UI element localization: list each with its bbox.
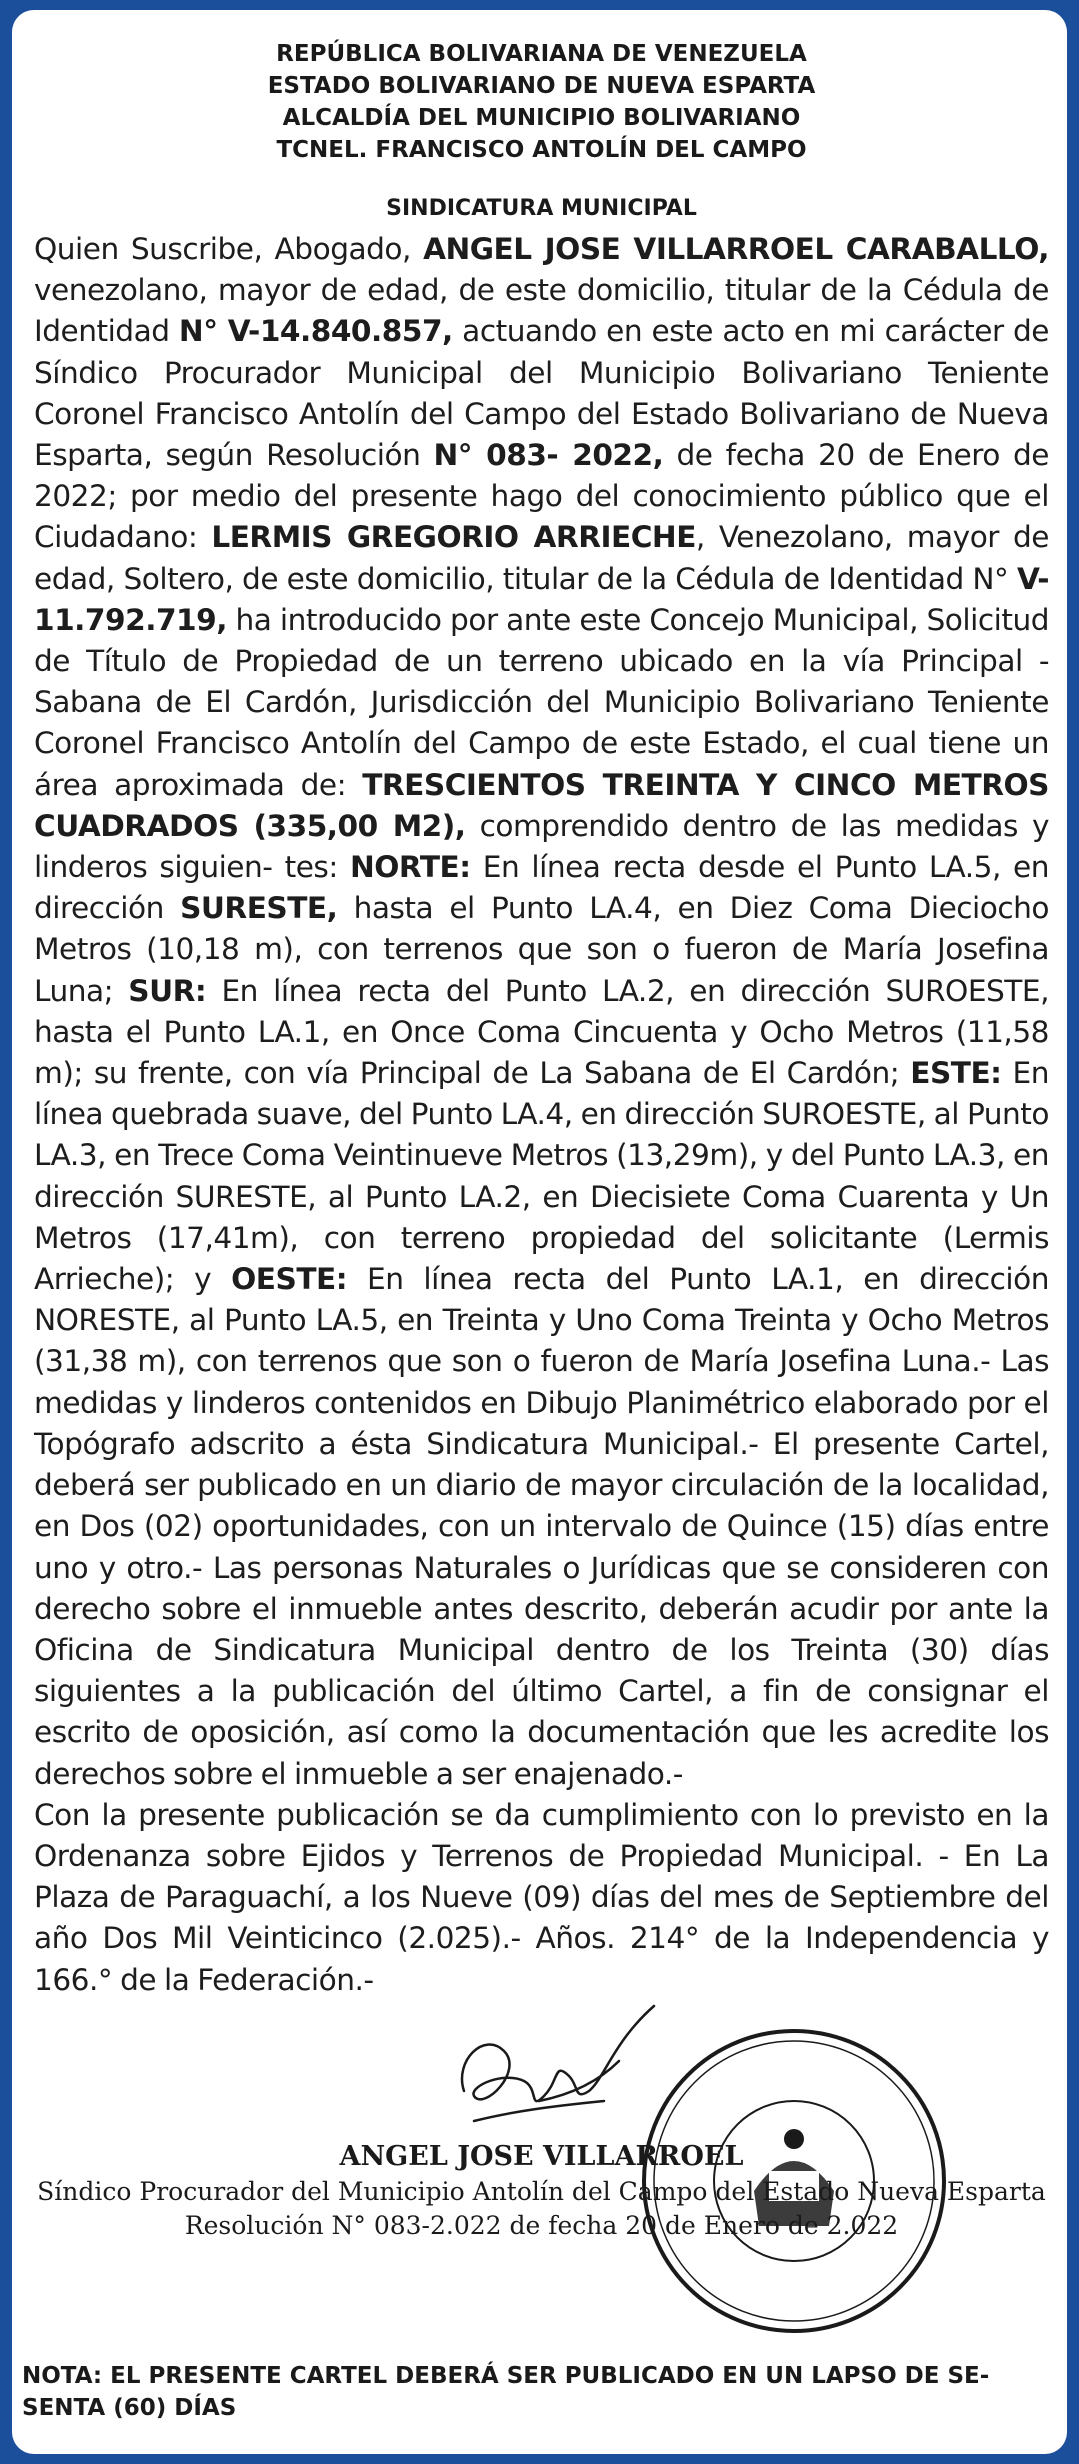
text-span: de fecha 20 de Enero de 2022; por medio del presente hago del conocimiento público que el Ciudadano: <box>34 438 1049 555</box>
notice-body <box>34 229 1049 2001</box>
text-span: Quien Suscribe, Abogado, <box>34 232 424 266</box>
bold-span: SURESTE, <box>180 891 338 926</box>
bold-span: N° 083- 2022, <box>433 438 664 473</box>
text-span: actuando en este acto en mi carácter de Síndico Procurador Municipal del Municipio Bolivariano Teniente Coronel Francisco Antolín del Campo del Estado Bolivariano de Nueva Esparta, según Resolución <box>34 314 1050 473</box>
footer-note: NOTA: EL PRESENTE CARTEL DEBERÁ SER PUBLICADO EN UN LAPSO DE SE-SENTA (60) DÍAS <box>22 2363 990 2421</box>
notice-header <box>34 38 1049 166</box>
header-line-4: TCNEL. FRANCISCO ANTOLÍN DEL CAMPO <box>276 137 807 163</box>
signer-title: Síndico Procurador del Municipio Antolín del Campo del Estado Nueva Esparta <box>37 2176 1046 2206</box>
section-title: SINDICATURA MUNICIPAL <box>386 196 697 221</box>
bold-span: ANGEL JOSE VILLARROEL CARABALLO, <box>423 232 1049 266</box>
header-line-2: ESTADO BOLIVARIANO DE NUEVA ESPARTA <box>267 73 816 99</box>
bold-span: NORTE: <box>349 850 471 885</box>
bold-span: N° V-14.840.857, <box>178 314 453 349</box>
header-line-3: ALCALDÍA DEL MUNICIPIO BOLIVARIANO <box>282 105 801 131</box>
text-span: hasta el Punto LA.4, en Diez Coma Dieciocho Metros (10,18 m), con terrenos que son o fueron de María Josefina Luna; <box>34 891 1050 1008</box>
signature-block <box>34 2139 1049 2243</box>
signer-resolution: Resolución N° 083-2.022 de fecha 20 de Enero de 2.022 <box>184 2210 899 2240</box>
paragraph-1 <box>34 229 1049 1795</box>
header-line-1: REPÚBLICA BOLIVARIANA DE VENEZUELA <box>276 41 807 67</box>
text-span: En línea recta desde el Punto LA.5, en dirección <box>34 850 1049 926</box>
text-span: En línea recta del Punto LA.1, en dirección NORESTE, al Punto LA.5, en Treinta y Uno Coma Treinta y Ocho Metros (31,38 m), con terrenos que son o fueron de María Josefina Luna.- Las medidas y linderos contenidos en Dibujo Planimétrico elaborado por el Topógrafo adscrito a ésta Sindicatura Municipal.- El presente Cartel, deberá ser publicado en un diario de mayor circulación de la localidad, en Dos (02) oportunidades, con un intervalo de Quince (15) días entre uno y otro.- Las personas Naturales o Jurídicas que se consideren con derecho sobre el inmueble antes descrito, deberán acudir por ante la Oficina de Sindicatura Municipal dentro de los Treinta (30) días siguientes a la publicación del último Cartel, a fin de consignar el escrito de oposición, así como la documentación que les acredite los derechos sobre el inmueble a ser enajenado.- <box>34 1262 1049 1791</box>
bold-span: OESTE: <box>231 1262 348 1297</box>
bold-span: TRESCIENTOS TREINTA Y CINCO METROS CUADRADOS (335,00 M2), <box>34 767 1049 843</box>
text-span: venezolano, mayor de edad, de este domicilio, titular de la Cédula de Identidad <box>34 273 1049 349</box>
bold-span: SUR: <box>128 973 207 1008</box>
notice-card <box>12 10 1067 2454</box>
bold-span: V-11.792.719, <box>34 561 1049 637</box>
bold-span: LERMIS GREGORIO ARRIECHE <box>211 520 696 555</box>
text-span: En línea quebrada suave, del Punto LA.4, en dirección SUROESTE, al Punto LA.3, en Trece Coma Veintinueve Metros (13,29m), y del Punto LA.3, en dirección SURESTE, al Punto LA.2, en Diecisiete Coma Cuarenta y Un Metros (17,41m), con terreno propiedad del solicitante (Lermis Arrieche); y <box>34 1056 1049 1297</box>
signature-area <box>34 2001 1049 2371</box>
bold-span: ESTE: <box>910 1056 1002 1091</box>
text-span: En línea recta del Punto LA.2, en dirección SUROESTE, hasta el Punto LA.1, en Once Coma Cincuenta y Ocho Metros (11,58 m); su frente, con vía Principal de La Sabana de El Cardón; <box>34 973 1049 1091</box>
signer-name: ANGEL JOSE VILLARROEL <box>339 2140 744 2172</box>
text-span: comprendido dentro de las medidas y linderos siguien- tes: <box>34 808 1049 885</box>
paragraph-2: Con la presente publicación se da cumplimiento con lo previsto en la Ordenanza sobre Ejidos y Terrenos de Propiedad Municipal. - En La Plaza de Paraguachí, a los Nueve (09) días del mes de Septiembre del año Dos Mil Veinticinco (2.025).- Años. 214° de la Independencia y 166.° de la Federación.- <box>34 1797 1049 1997</box>
text-span: ha introducido por ante este Concejo Municipal, Solicitud de Título de Propiedad de un terreno ubicado en la vía Principal - Sabana de El Cardón, Jurisdicción del Municipio Bolivariano Teniente Coronel Francisco Antolín del Campo de este Estado, el cual tiene un área aproximada de: <box>34 602 1049 802</box>
handwritten-signature-icon <box>444 2001 694 2151</box>
text-span: , Venezolano, mayor de edad, Soltero, de este domicilio, titular de la Cédula de Identidad N° <box>34 520 1049 596</box>
